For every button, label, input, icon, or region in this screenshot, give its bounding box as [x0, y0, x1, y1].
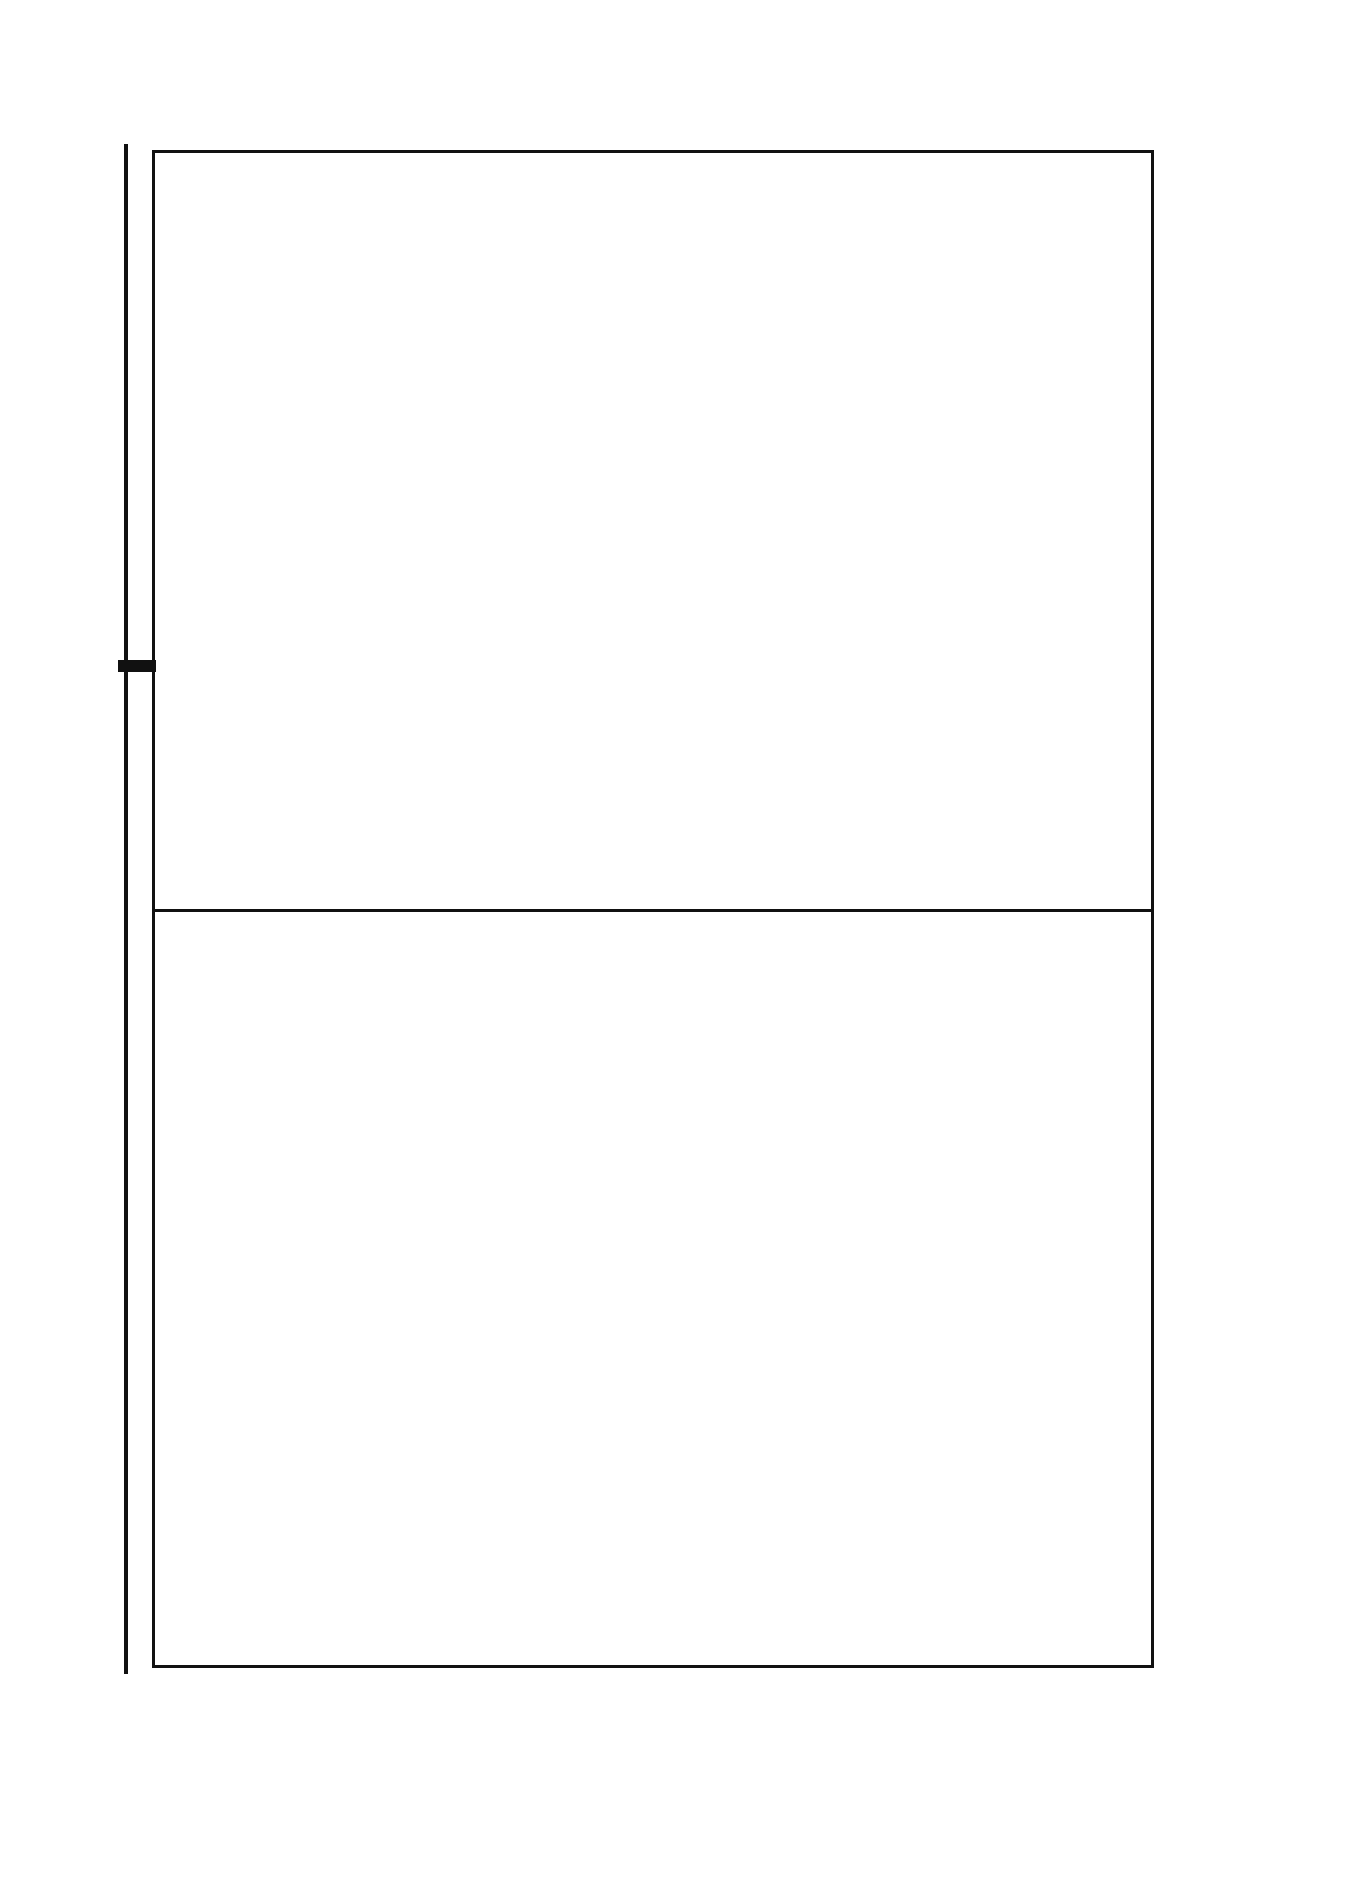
section-divider [152, 909, 1154, 912]
outer-margin-rule [124, 144, 128, 1674]
margin-black-mark [118, 660, 156, 672]
